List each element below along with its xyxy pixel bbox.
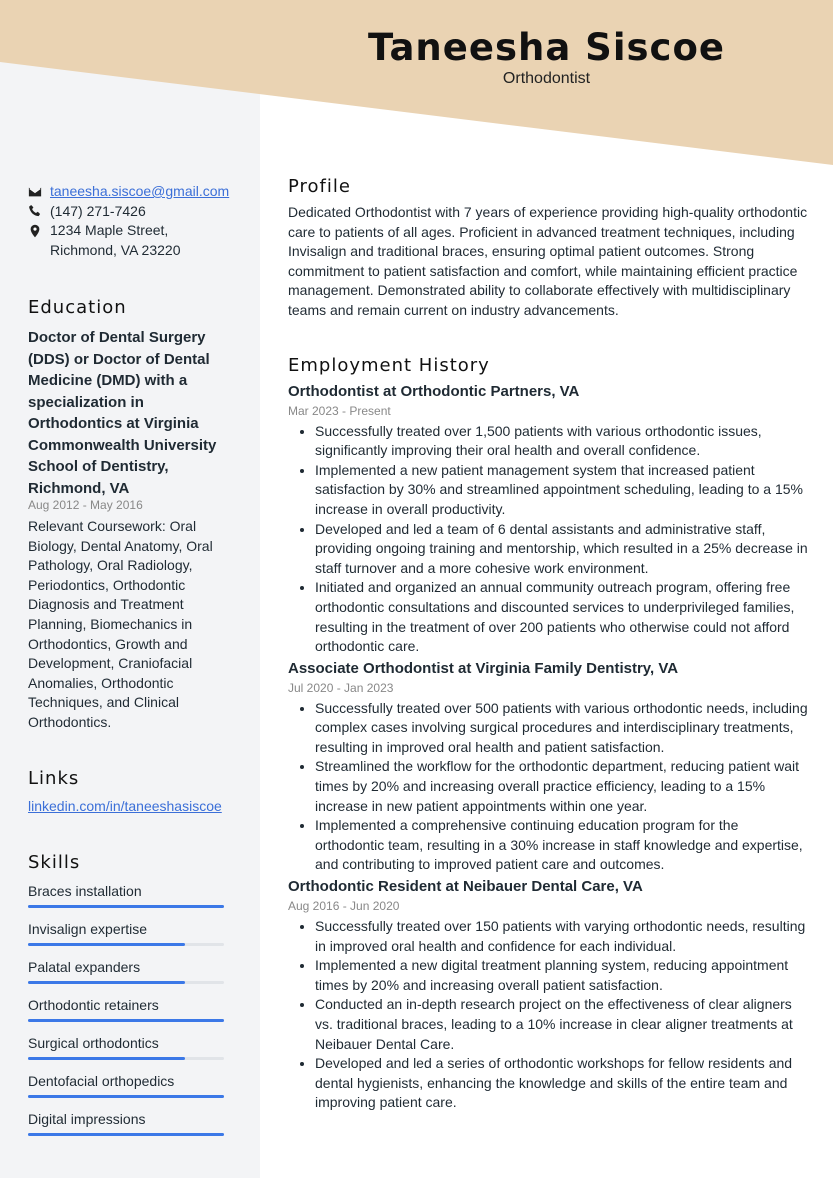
contact-block	[28, 182, 253, 260]
contact-address-row	[28, 221, 253, 260]
education-heading: Education	[28, 297, 127, 318]
job-bullet: • Developed and led a team of 6 dental assistants and administrative staff, providing ongoing training and mentorship, which resulted in a 25% decrease in staff turnover and a more cohesive work environment.	[315, 520, 808, 579]
skill-item	[28, 958, 224, 996]
skill-level-track	[28, 1019, 224, 1022]
skill-level-bar	[28, 943, 185, 946]
skill-item	[28, 996, 224, 1034]
skill-name: Invisalign expertise	[28, 921, 148, 937]
job-bullet: • Successfully treated over 150 patients with varying orthodontic needs, resulting in improved oral health and confidence for each individual.	[315, 917, 808, 956]
profile-text: Dedicated Orthodontist with 7 years of experience providing high-quality orthodontic care to patients of all ages. Proficient in advanced treatment techniques, including Invisalign and traditional braces, ensuring optimal patient outcomes. Strong commitment to patient satisfaction and comfort, while maintaining efficient practice management. Demonstrated ability to collaborate effectively with multidisciplinary teams and remain current on industry advancements.	[288, 204, 808, 318]
profile-heading: Profile	[288, 176, 351, 197]
job-bullet: • Conducted an in-depth research project on the effectiveness of clear aligners vs. traditional braces, leading to a 10% increase in clear aligner treatments at Neibauer Dental Care.	[315, 995, 808, 1054]
skill-level-bar	[28, 905, 224, 908]
skill-level-track	[28, 943, 224, 946]
employment-list	[288, 382, 808, 1113]
job-bullets	[288, 699, 808, 875]
job-title: Orthodontic Resident at Neibauer Dental Care, VA	[288, 878, 643, 896]
email-link[interactable]: taneesha.siscoe@gmail.com	[50, 183, 230, 199]
envelope-icon	[28, 182, 50, 201]
skills-heading: Skills	[28, 852, 81, 873]
contact-phone-row	[28, 202, 253, 222]
skill-name: Orthodontic retainers	[28, 997, 159, 1013]
skill-level-track	[28, 1133, 224, 1136]
job-title: Associate Orthodontist at Virginia Family Dentistry, VA	[288, 659, 679, 677]
skill-level-bar	[28, 1095, 224, 1098]
skills-list	[28, 882, 224, 1148]
skill-item	[28, 920, 224, 958]
address-text	[50, 221, 181, 260]
skill-level-bar	[28, 1057, 185, 1060]
skill-level-track	[28, 1095, 224, 1098]
job-bullet: • Implemented a new patient management system that increased patient satisfaction by 30% and streamlined appointment scheduling, leading to a 15% increase in overall productivity.	[315, 461, 808, 520]
skill-level-bar	[28, 981, 185, 984]
job-title: Orthodontist at Orthodontic Partners, VA	[288, 382, 580, 400]
job-bullet: • Initiated and organized an annual community outreach program, offering free orthodontic consultations and discounted services to underprivileged families, resulting in the treatment of over 200 patients who otherwise could not afford orthodontic care.	[315, 578, 808, 656]
job-bullets	[288, 917, 808, 1113]
education-coursework: Relevant Coursework: Oral Biology, Dental Anatomy, Oral Pathology, Oral Radiology, Periodontics, Orthodontic Diagnosis and Treatment Planning, Biomechanics in Orthodontics, Growth and Development, Craniofacial Anomalies, Orthodontic Techniques, and Clinical Orthodontics.	[28, 518, 213, 730]
job-dates: Jul 2020 - Jan 2023	[288, 680, 394, 695]
linkedin-link[interactable]: linkedin.com/in/taneeshasiscoe	[28, 798, 222, 814]
job-dates: Aug 2016 - Jun 2020	[288, 899, 400, 914]
address-line1: 1234 Maple Street,	[50, 222, 169, 238]
skill-name: Surgical orthodontics	[28, 1035, 159, 1051]
employment-heading: Employment History	[288, 354, 490, 376]
main-column	[288, 176, 808, 1113]
job-bullet: • Successfully treated over 500 patients with various orthodontic needs, including complex cases involving surgical procedures and interdisciplinary treatments, resulting in improved oral health and patient satisfaction.	[315, 699, 808, 758]
job-dates: Mar 2023 - Present	[288, 403, 391, 418]
skill-item	[28, 882, 224, 920]
education-degree: Doctor of Dental Surgery (DDS) or Doctor of Dental Medicine (DMD) with a specialization in Orthodontics at Virginia Commonwealth University School of Dentistry, Richmond, VA	[28, 329, 217, 497]
skill-item	[28, 1072, 224, 1110]
job-bullet: • Successfully treated over 1,500 patients with various orthodontic issues, significantly improving their oral health and overall confidence.	[315, 422, 808, 461]
skill-name: Digital impressions	[28, 1111, 146, 1127]
phone-text: (147) 271-7426	[50, 202, 146, 219]
skill-name: Palatal expanders	[28, 959, 141, 975]
education-dates: Aug 2012 - May 2016	[28, 498, 143, 512]
job-bullet: • Implemented a comprehensive continuing education program for the orthodontic team, resulting in a 30% increase in staff knowledge and expertise, and contributing to improved patient care and outcomes.	[315, 816, 808, 875]
phone-icon	[28, 202, 50, 221]
job-bullets	[288, 422, 808, 657]
job-bullet: • Streamlined the workflow for the orthodontic department, reducing patient wait times by 20% and increasing overall practice efficiency, leading to a 15% increase in new patient appointments within one year.	[315, 757, 808, 816]
skill-name: Braces installation	[28, 883, 142, 899]
skill-level-track	[28, 905, 224, 908]
job-bullet: • Developed and led a series of orthodontic workshops for fellow residents and dental hygienists, enhancing the knowledge and skills of the entire team and improving patient care.	[315, 1054, 808, 1113]
candidate-role: Orthodontist	[502, 70, 591, 87]
job-entry	[288, 659, 808, 875]
skill-level-track	[28, 1057, 224, 1060]
job-entry	[288, 877, 808, 1113]
skill-level-bar	[28, 1019, 224, 1022]
skill-level-bar	[28, 1133, 224, 1136]
skill-item	[28, 1110, 224, 1148]
contact-email-row	[28, 182, 253, 202]
job-bullet: • Implemented a new digital treatment planning system, reducing appointment times by 20% and increasing overall patient satisfaction.	[315, 956, 808, 995]
links-heading: Links	[28, 768, 80, 789]
map-pin-icon	[28, 221, 50, 240]
skill-item	[28, 1034, 224, 1072]
skill-level-track	[28, 981, 224, 984]
job-entry	[288, 382, 808, 657]
address-line2: Richmond, VA 23220	[50, 241, 181, 258]
skill-name: Dentofacial orthopedics	[28, 1073, 175, 1089]
candidate-name: Taneesha Siscoe	[368, 26, 725, 69]
